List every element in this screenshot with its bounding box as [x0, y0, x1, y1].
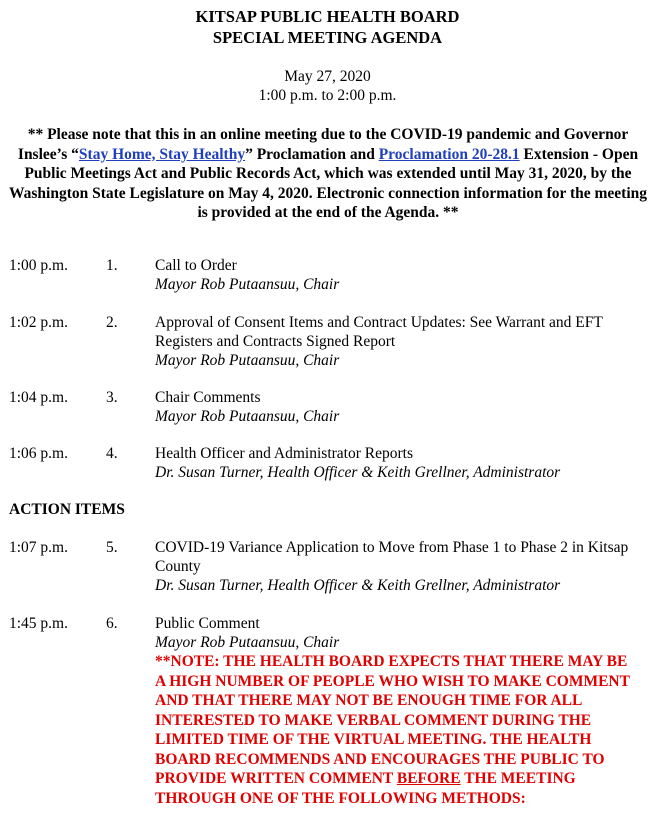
item-title: Health Officer and Administrator Reports	[155, 445, 413, 462]
item-time: 1:02 p.m.	[9, 314, 68, 331]
item-title: COVID-19 Variance Application to Move from Phase 1 to Phase 2 in Kitsap County	[155, 539, 629, 575]
item-presenter: Mayor Rob Putaansuu, Chair	[155, 634, 340, 651]
item-presenter: Dr. Susan Turner, Health Officer & Keith Grellner, Administrator	[155, 464, 561, 481]
item-time: 1:07 p.m.	[9, 539, 68, 556]
item-title: Public Comment	[155, 615, 260, 632]
item-number: 2.	[106, 314, 118, 331]
meeting-time-range: 1:00 p.m. to 2:00 p.m.	[258, 87, 397, 104]
meeting-date-block	[0, 67, 655, 105]
notice-text-2: ” Proclamation and	[245, 145, 379, 163]
note-text-after: THE MEETING THROUGH ONE OF THE FOLLOWING METHODS:	[155, 770, 576, 807]
proclamation-link[interactable]: Proclamation 20-28.1	[378, 145, 520, 163]
item-presenter: Dr. Susan Turner, Health Officer & Keith Grellner, Administrator	[155, 577, 561, 594]
item-number: 3.	[106, 389, 118, 406]
stay-home-link[interactable]: Stay Home, Stay Healthy	[78, 145, 246, 163]
item-time: 1:00 p.m.	[9, 257, 68, 274]
notice-text-3: Extension - Open Public Meetings Act and Public Records Act, which was extended until May 31, 2020, by the Washington State Legislature on May 4, 2020. Electronic connection information for the meeting is provided at the end of the Agenda. **	[8, 145, 648, 221]
item-presenter: Mayor Rob Putaansuu, Chair	[155, 408, 340, 425]
note-emphasis: BEFORE	[396, 770, 461, 787]
item-title: Chair Comments	[155, 389, 261, 406]
item-number: 6.	[106, 615, 118, 632]
item-time: 1:04 p.m.	[9, 389, 68, 406]
item-presenter: Mayor Rob Putaansuu, Chair	[155, 276, 340, 293]
item-number: 1.	[106, 257, 118, 274]
public-comment-note	[155, 652, 640, 808]
note-text-before: **NOTE: THE HEALTH BOARD EXPECTS THAT THERE MAY BE A HIGH NUMBER OF PEOPLE WHO WISH TO MAKE COMMENT AND THAT THERE MAY NOT BE ENOUGH TIME FOR ALL INTERESTED TO MAKE VERBAL COMMENT DURING THE LIMITED TIME OF THE VIRTUAL MEETING. THE HEALTH BOARD RECOMMENDS AND ENCOURAGES THE PUBLIC TO PROVIDE WRITTEN COMMENT	[155, 653, 630, 787]
item-time: 1:06 p.m.	[9, 445, 68, 462]
item-time: 1:45 p.m.	[9, 615, 68, 632]
item-title: Approval of Consent Items and Contract Updates: See Warrant and EFT Registers and Contracts Signed Report	[155, 314, 603, 350]
item-title: Call to Order	[155, 257, 237, 274]
item-presenter: Mayor Rob Putaansuu, Chair	[155, 352, 340, 369]
title-line-2: SPECIAL MEETING AGENDA	[212, 28, 443, 47]
item-number: 4.	[106, 445, 118, 462]
title-line-1: KITSAP PUBLIC HEALTH BOARD	[195, 7, 460, 26]
section-heading-action-items: ACTION ITEMS	[9, 501, 125, 518]
covid-notice	[8, 125, 648, 223]
item-number: 5.	[106, 539, 118, 556]
notice-text-1: ** Please note that this in an online meeting due to the COVID-19 pandemic and Governor Inslee’s “	[17, 126, 629, 163]
page-title	[0, 6, 655, 48]
meeting-date: May 27, 2020	[284, 68, 371, 85]
